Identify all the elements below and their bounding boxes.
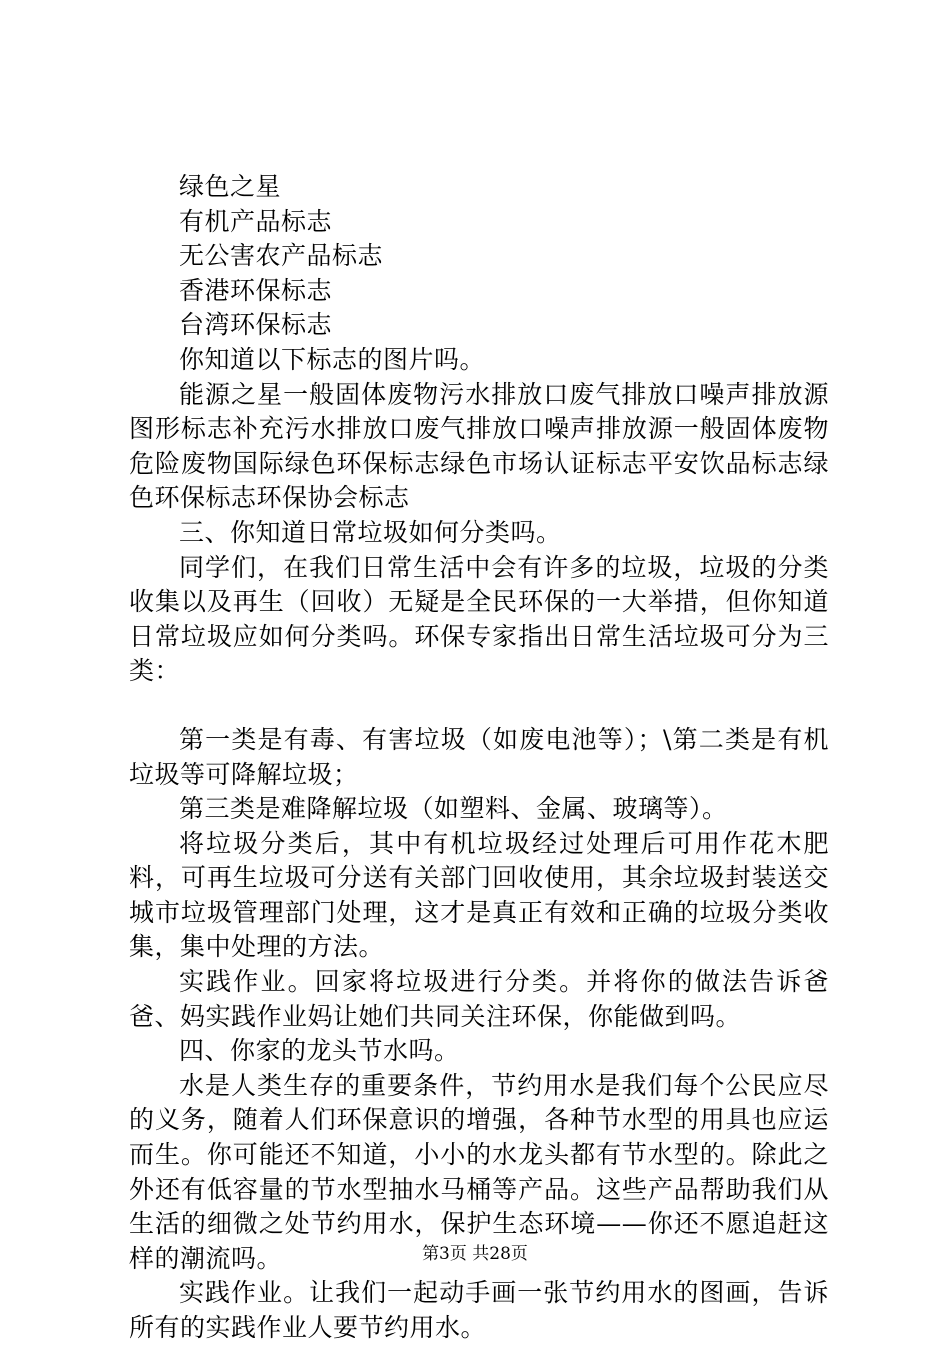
- paragraph-third-category: 第三类是难降解垃圾（如塑料、金属、玻璃等）。: [179, 794, 728, 824]
- list-item-organic-label: 有机产品标志: [179, 206, 333, 236]
- list-item-green-star: 绿色之星: [179, 172, 282, 201]
- document-body: [129, 170, 829, 1346]
- paragraph-practice-water: 实践作业。让我们一起动手画一张节约用水的图画，告诉所有的实践作业人要节约用水。: [129, 1278, 829, 1342]
- list-item-taiwan-label: 台湾环保标志: [179, 310, 333, 340]
- paragraph-water: 水是人类生存的重要条件，节约用水是我们每个公民应尽的义务，随着人们环保意识的增强，各种节水型的用具也应运而生。你可能还不知道，小小的水龙头都有节水型的。除此之外还有低容量的节水型抽水马桶等产品。这些产品帮助我们从生活的细微之处节约用水，保护生态环境——你还不愿追赶这样的潮流吗。: [129, 1070, 829, 1273]
- paragraph-logos: 能源之星一般固体废物污水排放口废气排放口噪声排放源图形标志补充污水排放口废气排放口噪声排放源一般固体废物危险废物国际绿色环保标志绿色市场认证标志平安饮品标志绿色环保标志环保协会标志: [129, 379, 829, 513]
- paragraph-first-category: 第一类是有毒、有害垃圾（如废电池等）；\第二类是有机垃圾等可降解垃圾；: [129, 724, 829, 789]
- list-item-hongkong-label: 香港环保标志: [179, 275, 333, 305]
- paragraph-practice-sorting: 实践作业。回家将垃圾进行分类。并将你的做法告诉爸爸、妈实践作业妈让她们共同关注环保，你能做到吗。: [129, 967, 829, 1031]
- question-logos: 你知道以下标志的图片吗。: [179, 344, 486, 374]
- section-heading-three: 三、你知道日常垃圾如何分类吗。: [179, 517, 562, 547]
- section-heading-four: 四、你家的龙头节水吗。: [179, 1036, 460, 1066]
- paragraph-gap: [129, 689, 829, 723]
- paragraph-after-sorting: 将垃圾分类后，其中有机垃圾经过处理后可用作花木肥料，可再生垃圾可分送有关部门回收使用，其余垃圾封装送交城市垃圾管理部门处理，这才是真正有效和正确的垃圾分类收集，集中处理的方法。: [129, 828, 829, 962]
- page-footer: 第3页 共28页: [422, 1244, 528, 1264]
- list-item-pollution-free-label: 无公害农产品标志: [179, 241, 384, 271]
- paragraph-classmates: 同学们，在我们日常生活中会有许多的垃圾，垃圾的分类收集以及再生（回收）无疑是全民环保的一大举措，但你知道日常垃圾应如何分类吗。环保专家指出日常生活垃圾可分为三类：: [129, 552, 829, 686]
